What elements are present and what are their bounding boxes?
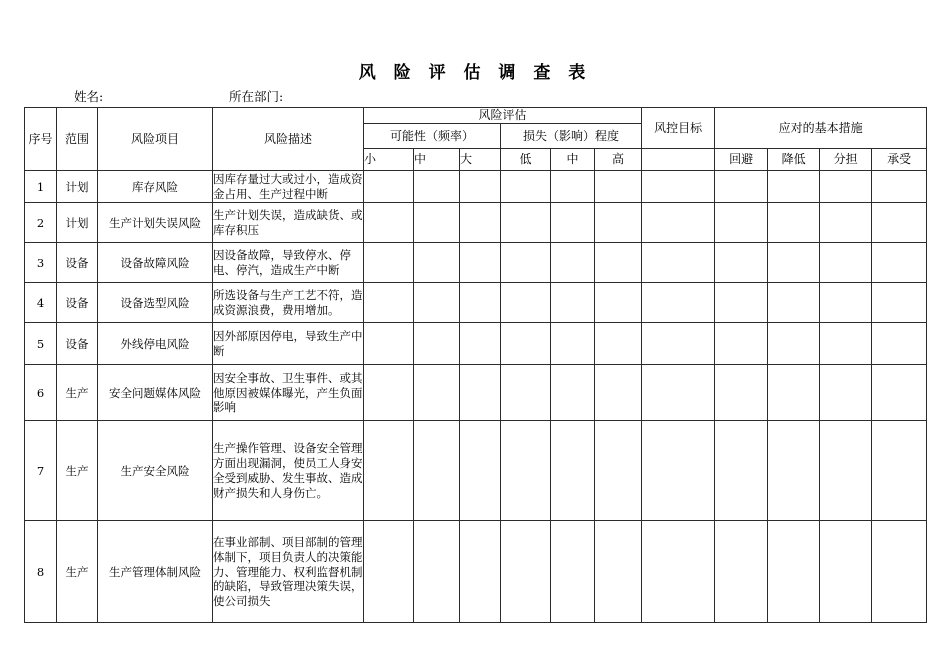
table-row — [25, 243, 927, 283]
col-header-measure-accept: 承受 — [872, 149, 927, 171]
cell-risk-description: 因安全事故、卫生事件、或其他原因被媒体曝光，产生负面影响 — [213, 365, 364, 421]
cell-measure-accept[interactable] — [872, 171, 927, 203]
table-row — [25, 521, 927, 623]
cell-control-goal[interactable] — [642, 323, 715, 365]
page-title: 风 险 评 估 调 查 表 — [358, 63, 592, 83]
cell-risk-description: 因外部原因停电，导致生产中断 — [213, 323, 364, 365]
col-header-loss-group: 损失（影响）程度 — [501, 124, 642, 149]
risk-assessment-table — [24, 107, 927, 623]
cell-seq: 4 — [25, 283, 57, 323]
cell-risk-item: 库存风险 — [98, 171, 213, 203]
cell-probability-high[interactable] — [460, 521, 501, 623]
cell-risk-item: 安全问题媒体风险 — [98, 365, 213, 421]
cell-probability-low[interactable] — [364, 521, 414, 623]
cell-measure-share[interactable] — [820, 243, 872, 283]
cell-probability-low[interactable] — [364, 203, 414, 243]
cell-scope: 生产 — [57, 521, 98, 623]
cell-seq: 8 — [25, 521, 57, 623]
col-header-loss-high: 高 — [595, 149, 642, 171]
cell-seq: 3 — [25, 243, 57, 283]
cell-scope: 计划 — [57, 171, 98, 203]
cell-probability-mid[interactable] — [414, 521, 460, 623]
cell-control-goal[interactable] — [642, 421, 715, 521]
cell-seq: 7 — [25, 421, 57, 521]
cell-scope: 设备 — [57, 283, 98, 323]
cell-probability-high[interactable] — [460, 283, 501, 323]
cell-measure-avoid[interactable] — [715, 283, 768, 323]
table-row — [25, 421, 927, 521]
cell-probability-high[interactable] — [460, 323, 501, 365]
cell-probability-mid[interactable] — [414, 421, 460, 521]
col-header-loss-low: 低 — [501, 149, 551, 171]
cell-measure-reduce[interactable] — [768, 243, 820, 283]
cell-probability-high[interactable] — [460, 243, 501, 283]
cell-measure-share[interactable] — [820, 421, 872, 521]
cell-measure-avoid[interactable] — [715, 203, 768, 243]
col-header-risk-assessment: 风险评估 — [364, 108, 642, 124]
cell-probability-high[interactable] — [460, 421, 501, 521]
cell-loss-mid[interactable] — [551, 203, 595, 243]
cell-loss-mid[interactable] — [551, 243, 595, 283]
cell-probability-low[interactable] — [364, 243, 414, 283]
col-header-risk-item: 风险项目 — [98, 108, 213, 171]
cell-loss-high[interactable] — [595, 521, 642, 623]
col-header-probability-mid: 中 — [414, 149, 460, 171]
col-header-risk-description: 风险描述 — [213, 108, 364, 171]
cell-risk-item: 设备故障风险 — [98, 243, 213, 283]
cell-measure-avoid[interactable] — [715, 365, 768, 421]
header-row-top — [25, 108, 927, 124]
cell-measure-reduce[interactable] — [768, 421, 820, 521]
cell-measure-reduce[interactable] — [768, 323, 820, 365]
cell-control-goal[interactable] — [642, 203, 715, 243]
col-header-scope: 范围 — [57, 108, 98, 171]
cell-measure-share[interactable] — [820, 283, 872, 323]
cell-loss-high[interactable] — [595, 323, 642, 365]
table-row — [25, 323, 927, 365]
cell-loss-mid[interactable] — [551, 421, 595, 521]
cell-measure-avoid[interactable] — [715, 323, 768, 365]
cell-loss-high[interactable] — [595, 203, 642, 243]
cell-loss-low[interactable] — [501, 203, 551, 243]
cell-control-goal[interactable] — [642, 521, 715, 623]
name-label: 姓名: — [74, 89, 104, 104]
cell-loss-high[interactable] — [595, 421, 642, 521]
col-header-probability-group: 可能性（频率） — [364, 124, 501, 149]
cell-scope: 生产 — [57, 421, 98, 521]
col-header-control-goal-spacer — [642, 149, 715, 171]
cell-measure-share[interactable] — [820, 203, 872, 243]
cell-control-goal[interactable] — [642, 365, 715, 421]
cell-scope: 设备 — [57, 323, 98, 365]
table-row — [25, 171, 927, 203]
cell-measure-share[interactable] — [820, 365, 872, 421]
cell-probability-mid[interactable] — [414, 323, 460, 365]
cell-seq: 2 — [25, 203, 57, 243]
identity-row — [24, 88, 926, 106]
cell-measure-avoid[interactable] — [715, 243, 768, 283]
cell-loss-mid[interactable] — [551, 521, 595, 623]
cell-scope: 计划 — [57, 203, 98, 243]
department-label: 所在部门: — [229, 89, 284, 104]
cell-measure-reduce[interactable] — [768, 521, 820, 623]
table-row — [25, 365, 927, 421]
cell-measure-accept[interactable] — [872, 365, 927, 421]
table-row — [25, 283, 927, 323]
cell-measure-share[interactable] — [820, 323, 872, 365]
cell-loss-mid[interactable] — [551, 283, 595, 323]
cell-probability-mid[interactable] — [414, 203, 460, 243]
col-header-measure-reduce: 降低 — [768, 149, 820, 171]
cell-loss-low[interactable] — [501, 421, 551, 521]
cell-risk-description: 生产操作管理、设备安全管理方面出现漏洞，使员工人身安全受到威胁、发生事故、造成财产损失和人身伤亡。 — [213, 421, 364, 521]
cell-risk-item: 外线停电风险 — [98, 323, 213, 365]
cell-loss-low[interactable] — [501, 323, 551, 365]
table-body — [25, 171, 927, 623]
cell-probability-low[interactable] — [364, 323, 414, 365]
cell-control-goal[interactable] — [642, 283, 715, 323]
cell-loss-mid[interactable] — [551, 171, 595, 203]
cell-measure-avoid[interactable] — [715, 421, 768, 521]
cell-loss-mid[interactable] — [551, 323, 595, 365]
cell-measure-reduce[interactable] — [768, 203, 820, 243]
cell-measure-reduce[interactable] — [768, 283, 820, 323]
cell-seq: 5 — [25, 323, 57, 365]
cell-probability-low[interactable] — [364, 171, 414, 203]
cell-measure-avoid[interactable] — [715, 521, 768, 623]
cell-probability-mid[interactable] — [414, 365, 460, 421]
cell-loss-low[interactable] — [501, 283, 551, 323]
cell-loss-low[interactable] — [501, 171, 551, 203]
cell-probability-high[interactable] — [460, 203, 501, 243]
col-header-control-goal: 风控目标 — [642, 108, 715, 149]
col-header-loss-mid: 中 — [551, 149, 595, 171]
table-header — [25, 108, 927, 171]
col-header-probability-low: 小 — [364, 149, 414, 171]
cell-probability-high[interactable] — [460, 365, 501, 421]
cell-measure-reduce[interactable] — [768, 365, 820, 421]
cell-risk-item: 生产计划失误风险 — [98, 203, 213, 243]
cell-loss-low[interactable] — [501, 365, 551, 421]
cell-measure-accept[interactable] — [872, 521, 927, 623]
table-row — [25, 203, 927, 243]
cell-risk-description: 因设备故障，导致停水、停电、停汽，造成生产中断 — [213, 243, 364, 283]
cell-risk-item: 设备选型风险 — [98, 283, 213, 323]
cell-measure-accept[interactable] — [872, 203, 927, 243]
cell-seq: 6 — [25, 365, 57, 421]
cell-probability-high[interactable] — [460, 171, 501, 203]
col-header-seq: 序号 — [25, 108, 57, 171]
cell-probability-mid[interactable] — [414, 171, 460, 203]
cell-measure-avoid[interactable] — [715, 171, 768, 203]
cell-scope: 生产 — [57, 365, 98, 421]
cell-risk-description: 因库存量过大或过小，造成资金占用、生产过程中断 — [213, 172, 363, 201]
cell-probability-mid[interactable] — [414, 283, 460, 323]
cell-probability-low[interactable] — [364, 283, 414, 323]
col-header-measure-share: 分担 — [820, 149, 872, 171]
col-header-measures-group: 应对的基本措施 — [715, 108, 927, 149]
cell-probability-mid[interactable] — [414, 243, 460, 283]
cell-loss-low[interactable] — [501, 243, 551, 283]
cell-loss-high[interactable] — [595, 171, 642, 203]
cell-measure-accept[interactable] — [872, 421, 927, 521]
cell-scope: 设备 — [57, 243, 98, 283]
cell-measure-share[interactable] — [820, 171, 872, 203]
cell-loss-mid[interactable] — [551, 365, 595, 421]
cell-risk-description: 在事业部制、项目部制的管理体制下，项目负责人的决策能力、管理能力、权利监督机制的缺陷，导致管理决策失误，使公司损失 — [213, 521, 364, 623]
cell-measure-accept[interactable] — [872, 283, 927, 323]
cell-probability-low[interactable] — [364, 421, 414, 521]
cell-control-goal[interactable] — [642, 243, 715, 283]
cell-measure-accept[interactable] — [872, 323, 927, 365]
col-header-probability-high: 大 — [460, 149, 501, 171]
col-header-measure-avoid: 回避 — [715, 149, 768, 171]
cell-loss-low[interactable] — [501, 521, 551, 623]
cell-seq: 1 — [25, 171, 57, 203]
cell-risk-description: 所选设备与生产工艺不符，造成资源浪费，费用增加。 — [213, 283, 364, 323]
cell-loss-high[interactable] — [595, 283, 642, 323]
cell-risk-item: 生产安全风险 — [98, 421, 213, 521]
cell-measure-reduce[interactable] — [768, 171, 820, 203]
cell-risk-item: 生产管理体制风险 — [98, 521, 213, 623]
cell-risk-description: 生产计划失误，造成缺货、或库存积压 — [213, 203, 364, 243]
cell-probability-low[interactable] — [364, 365, 414, 421]
cell-control-goal[interactable] — [642, 171, 715, 203]
cell-loss-high[interactable] — [595, 243, 642, 283]
cell-measure-share[interactable] — [820, 521, 872, 623]
cell-measure-accept[interactable] — [872, 243, 927, 283]
cell-loss-high[interactable] — [595, 365, 642, 421]
